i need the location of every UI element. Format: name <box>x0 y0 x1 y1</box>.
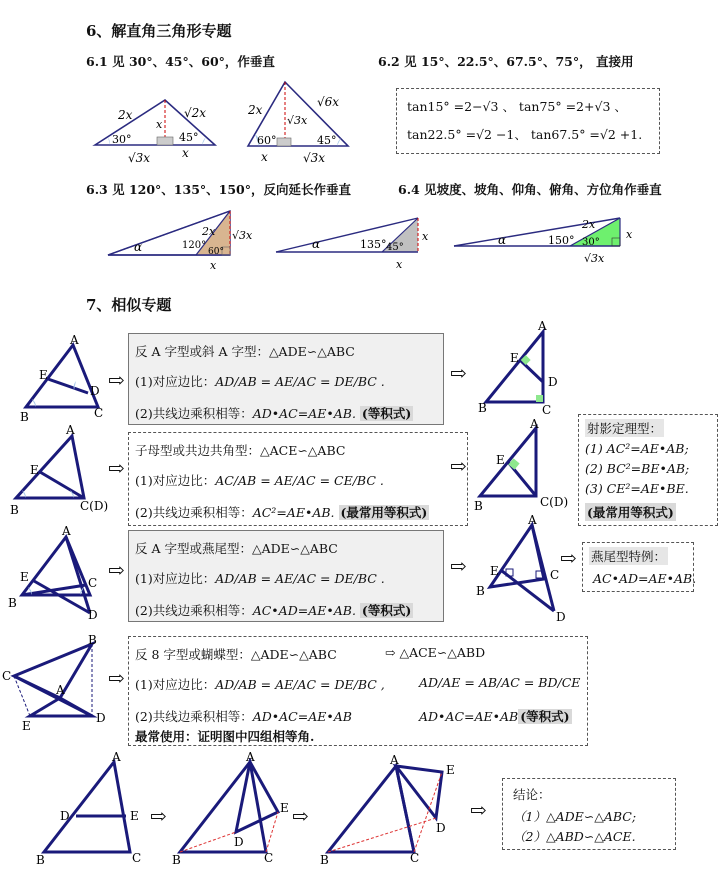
svg-text:60°: 60° <box>208 247 224 257</box>
svg-text:D: D <box>88 608 98 621</box>
svg-text:B: B <box>8 596 17 610</box>
svg-text:x: x <box>182 146 189 160</box>
svg-text:C: C <box>132 851 142 864</box>
svg-text:C: C <box>94 406 104 420</box>
subsection-6-1: 6.1 见 30°、45°、60°，作垂直 <box>86 54 275 69</box>
box1-prod-label: (2)共线边乘积相等： <box>135 406 253 421</box>
box2-prod-label: (2)共线边乘积相等： <box>135 505 253 520</box>
conclusion-box <box>502 778 676 850</box>
projection-line-3: (3) CE²=AE•BE. <box>585 481 689 496</box>
subsection-6-3: 6.3 见 120°、135°、150°，反向延长作垂直 <box>86 182 351 197</box>
svg-text:A: A <box>390 753 399 767</box>
svg-text:D: D <box>436 821 446 835</box>
box4-prod2: AD•AC=AE•AB <box>419 709 519 724</box>
similar-box-4 <box>128 636 588 746</box>
svg-text:A: A <box>70 335 79 347</box>
svg-text:2x: 2x <box>248 103 263 117</box>
svg-text:B: B <box>20 410 29 423</box>
subsection-6-2: 6.2 见 15°、22.5°、67.5°、75°， 直接用 <box>378 54 634 69</box>
similar-box-1 <box>128 333 444 425</box>
box4-ratio-label: (1)对应边比： <box>135 677 216 692</box>
arrow-icon: ⇨ <box>450 554 467 578</box>
tan-line-1: tan15° =2−√3 、 tan75° =2+√3 、 <box>407 99 627 114</box>
svg-text:45°: 45° <box>317 134 337 147</box>
figure-butterfly <box>0 630 116 734</box>
svg-text:45°: 45° <box>386 242 404 253</box>
svg-text:x: x <box>626 228 633 241</box>
svg-text:E: E <box>30 463 39 477</box>
figure-swallow-right <box>474 515 566 625</box>
svg-text:√3x: √3x <box>584 252 605 265</box>
figure-right-triangle-altitude <box>474 416 578 510</box>
arrow-icon: ⇨ <box>108 666 125 690</box>
svg-text:120°: 120° <box>182 240 207 251</box>
box4-prod: AD•AC=AE•AB <box>252 709 352 724</box>
svg-text:α: α <box>134 240 143 254</box>
svg-text:E: E <box>280 801 289 815</box>
svg-text:√3x: √3x <box>232 229 253 242</box>
projection-tag: (最常用等积式) <box>587 505 674 520</box>
triangle-60-45-diagram <box>243 78 355 168</box>
svg-text:B: B <box>36 853 45 864</box>
arrow-icon: ⇨ <box>470 798 487 822</box>
svg-text:2x: 2x <box>582 218 596 231</box>
svg-text:D: D <box>90 384 100 398</box>
arrow-icon: ⇨ <box>150 804 167 828</box>
arrow-icon: ⇨ <box>108 558 125 582</box>
svg-text:A: A <box>56 683 65 697</box>
svg-text:B: B <box>320 853 329 864</box>
swallow-title: 燕尾型特例： <box>591 549 667 564</box>
conclusion-line-1: （1）△ADE∽△ABC; <box>513 809 637 824</box>
box3-type: 反 A 字型或燕尾型：△ADE∽△ABC <box>135 541 338 556</box>
arrow-icon: ⇨ <box>450 454 467 478</box>
svg-text:D: D <box>556 610 566 624</box>
figure-rotation-step2 <box>170 752 290 864</box>
svg-text:B: B <box>88 633 97 647</box>
triangle-120-diagram <box>104 205 254 275</box>
swallow-special-box <box>582 542 697 592</box>
svg-text:x: x <box>156 118 163 131</box>
box3-prod: AC•AD=AE•AB. <box>252 603 356 618</box>
box1-ratio-label: (1)对应边比： <box>135 374 216 389</box>
svg-text:x: x <box>422 230 429 243</box>
svg-text:30°: 30° <box>582 237 600 248</box>
box1-ratio: AD/AB = AE/AC = DE/BC . <box>215 374 385 389</box>
svg-text:E: E <box>22 719 31 733</box>
figure-slant-a-left <box>18 335 108 423</box>
box4-type2: △ACE∽△ABD <box>399 645 486 660</box>
similar-box-2 <box>128 432 468 526</box>
figure-mother-child-left <box>10 424 120 518</box>
svg-text:B: B <box>172 853 181 864</box>
arrow-icon: ⇨ <box>292 804 309 828</box>
box2-ratio: AC/AB = AE/AC = CE/BC . <box>215 473 384 488</box>
svg-text:E: E <box>39 368 48 382</box>
svg-text:C: C <box>550 568 560 582</box>
svg-text:x: x <box>261 150 268 164</box>
projection-title: 射影定理型： <box>587 421 663 436</box>
arrow-icon: ⇨ <box>560 546 577 570</box>
projection-line-1: (1) AC²=AE•AB; <box>585 441 689 456</box>
svg-text:x: x <box>396 258 403 271</box>
box3-ratio: AD/AB = AE/AC = DE/BC . <box>215 571 385 586</box>
svg-text:D: D <box>60 809 70 823</box>
svg-text:√6x: √6x <box>317 95 340 109</box>
tan-line-2: tan22.5° =√2 −1、 tan67.5° =√2 +1. <box>407 127 643 142</box>
triangle-150-diagram <box>450 208 650 273</box>
conclusion-title: 结论： <box>513 787 551 802</box>
box4-tag: (等积式) <box>520 709 570 724</box>
svg-text:D: D <box>234 835 244 849</box>
svg-text:C: C <box>88 576 98 590</box>
arrow-icon: ⇨ <box>108 368 125 392</box>
svg-text:A: A <box>530 417 539 431</box>
svg-text:√3x: √3x <box>303 151 326 165</box>
svg-text:α: α <box>498 233 507 247</box>
box4-ratio: AD/AB = AE/AC = DE/BC , <box>215 677 385 692</box>
svg-text:A: A <box>528 515 537 527</box>
svg-text:E: E <box>496 453 505 467</box>
triangle-135-diagram <box>272 210 437 272</box>
box1-type: 反 A 字型或斜 A 字型：△ADE∽△ABC <box>135 344 355 359</box>
svg-text:30°: 30° <box>112 133 132 146</box>
svg-text:E: E <box>446 763 455 777</box>
svg-text:B: B <box>476 584 485 598</box>
svg-text:E: E <box>490 564 499 578</box>
svg-text:2x: 2x <box>118 108 133 122</box>
svg-text:√3x: √3x <box>287 114 308 127</box>
svg-text:D: D <box>96 711 106 725</box>
svg-text:A: A <box>62 525 71 538</box>
section7-title: 7、相似专题 <box>86 296 172 314</box>
svg-text:B: B <box>10 503 19 517</box>
svg-text:E: E <box>130 809 139 823</box>
svg-text:A: A <box>538 320 547 333</box>
figure-slant-a-right <box>478 320 568 420</box>
svg-text:E: E <box>20 570 29 584</box>
box3-prod-label: (2)共线边乘积相等： <box>135 603 253 618</box>
tan-values-box <box>396 88 660 154</box>
svg-text:α: α <box>312 237 321 251</box>
svg-text:B: B <box>478 401 487 415</box>
box4-note: 最常使用：证明图中四组相等角. <box>135 729 315 744</box>
box4-type: 反 8 字型或蝴蝶型：△ADE∽△ABC <box>135 647 337 662</box>
box2-type: 子母型或共边共角型：△ACE∽△ABC <box>135 443 346 458</box>
svg-text:60°: 60° <box>257 134 277 147</box>
svg-text:B: B <box>474 499 483 510</box>
svg-text:x: x <box>210 259 217 272</box>
svg-text:A: A <box>66 424 75 437</box>
svg-text:A: A <box>112 752 121 764</box>
figure-rotation-step1 <box>34 752 146 864</box>
box3-ratio-label: (1)对应边比： <box>135 571 216 586</box>
svg-text:C: C <box>264 851 274 864</box>
svg-text:A: A <box>246 752 255 764</box>
figure-swallow-left <box>8 525 104 621</box>
swallow-line-1: AC•AD=AE•AB. <box>593 571 697 586</box>
svg-text:D: D <box>548 375 558 389</box>
triangle-30-45-diagram <box>90 95 220 167</box>
subsection-6-4: 6.4 见坡度、坡角、仰角、俯角、方位角作垂直 <box>398 182 662 197</box>
arrow-icon: ⇨ <box>450 361 467 385</box>
svg-text:E: E <box>510 351 519 365</box>
svg-text:√3x: √3x <box>128 151 151 165</box>
svg-text:C(D): C(D) <box>540 495 569 509</box>
svg-text:150°: 150° <box>548 234 575 247</box>
projection-theorem-box <box>578 414 718 526</box>
box2-ratio-label: (1)对应边比： <box>135 473 216 488</box>
svg-text:C(D): C(D) <box>80 499 109 513</box>
section6-title: 6、解直角三角形专题 <box>86 22 232 40</box>
svg-text:45°: 45° <box>179 131 199 144</box>
svg-text:2x: 2x <box>202 225 216 238</box>
svg-text:135°: 135° <box>360 238 387 251</box>
box1-tag: (等积式) <box>361 406 412 421</box>
box4-ratio2: AD/AE = AB/AC = BD/CE <box>419 675 581 690</box>
svg-text:√2x: √2x <box>184 106 207 120</box>
svg-text:C: C <box>542 403 552 417</box>
conclusion-line-2: （2）△ABD∽△ACE. <box>513 829 636 844</box>
arrow-icon: ⇨ <box>385 645 400 660</box>
box2-prod: AC²=AE•AB. <box>252 505 335 520</box>
figure-rotation-step3 <box>318 752 468 864</box>
box2-tag: (最常用等积式) <box>340 505 428 520</box>
arrow-icon: ⇨ <box>108 456 125 480</box>
similar-box-3 <box>128 530 444 622</box>
svg-text:C: C <box>2 669 12 683</box>
svg-text:C: C <box>410 851 420 864</box>
box4-prod-label: (2)共线边乘积相等： <box>135 709 253 724</box>
box1-prod: AD•AC=AE•AB. <box>252 406 356 421</box>
box3-tag: (等积式) <box>361 603 412 618</box>
projection-line-2: (2) BC²=BE•AB; <box>585 461 690 476</box>
